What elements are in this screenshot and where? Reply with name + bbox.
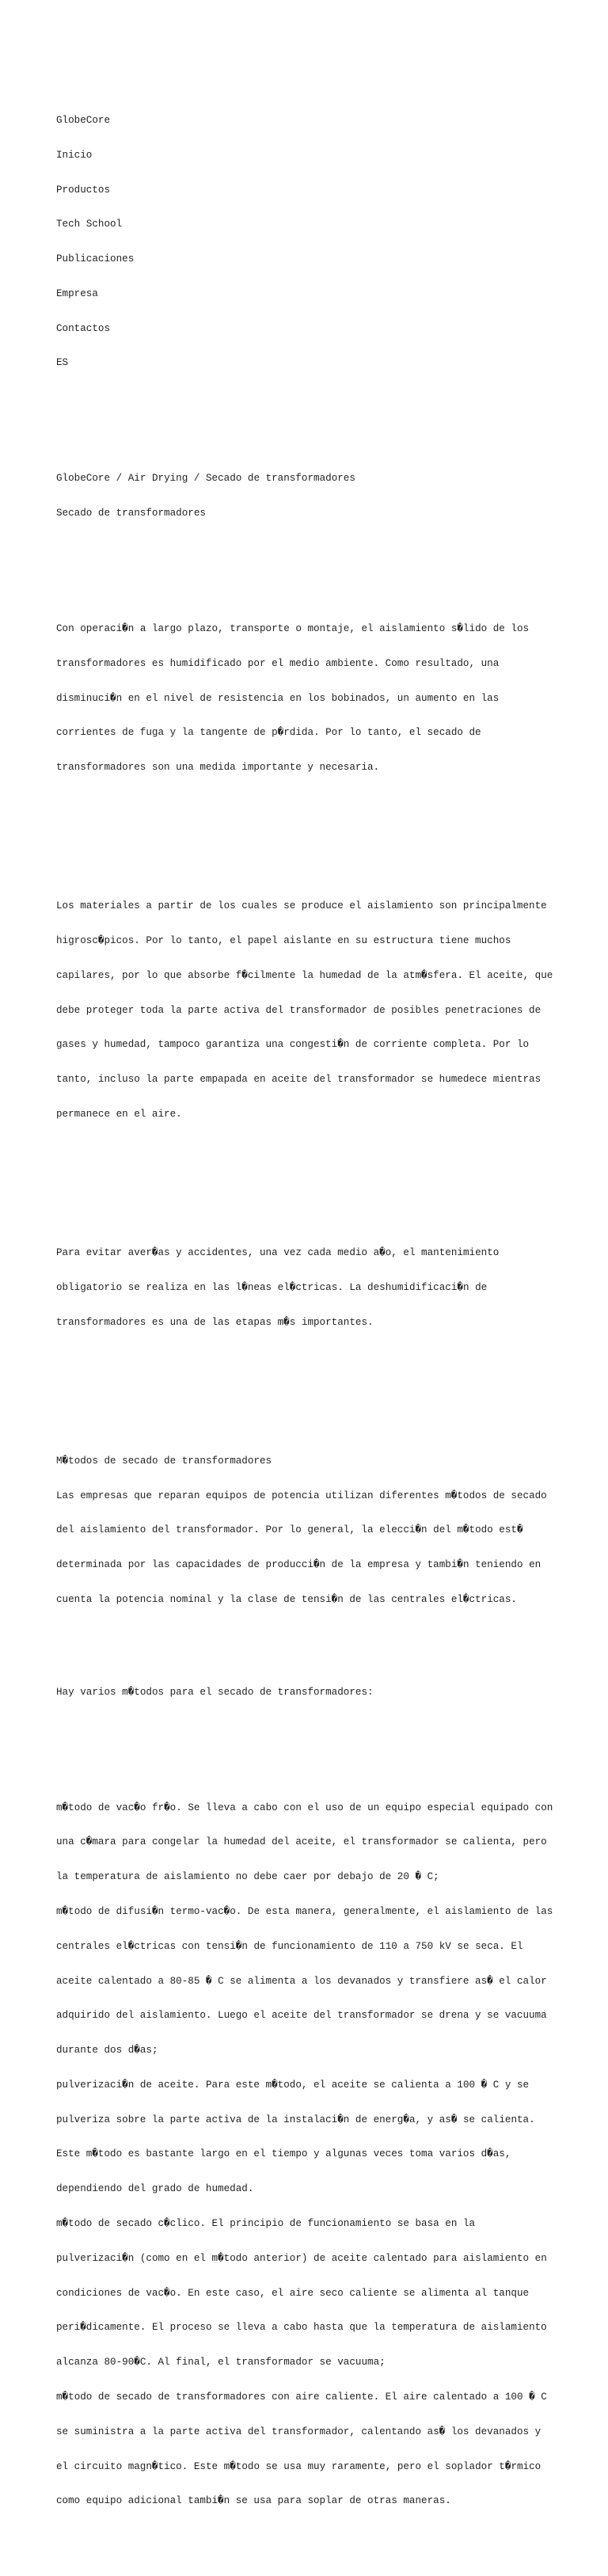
paragraph-intro bbox=[56, 600, 563, 797]
method-line: adquirido del aislamiento. Luego el aceite del transformador se drena y se vacuuma bbox=[56, 2010, 547, 2022]
nav-item-inicio[interactable]: Inicio bbox=[56, 149, 93, 161]
paragraph-line: permanece en el aire. bbox=[56, 1109, 182, 1121]
method-line: peri�dicamente. El proceso se lleva a cabo hasta que la temperatura de aislamiento bbox=[56, 2322, 547, 2334]
spacer bbox=[56, 1178, 563, 1190]
nav-item-publicaciones[interactable]: Publicaciones bbox=[56, 253, 135, 265]
page-title: Secado de transformadores bbox=[56, 508, 206, 519]
breadcrumb-separator: / bbox=[188, 473, 206, 485]
method-line: aceite calentado a 80-85 � C se alimenta a los devanados y transfiere as� el calor bbox=[56, 1975, 547, 1987]
nav-item-contactos[interactable]: Contactos bbox=[56, 322, 111, 334]
paragraph-line: Para evitar aver�as y accidentes, una vez cada medio a�o, el mantenimiento bbox=[56, 1247, 500, 1259]
site-navigation bbox=[56, 92, 563, 392]
method-line: dependiendo del grado de humedad. bbox=[56, 2183, 254, 2195]
method-line: centrales el�ctricas con tensi�n de funcionamiento de 110 a 750 kV se seca. El bbox=[56, 1940, 523, 1952]
paragraph-line: Los materiales a partir de los cuales se produce el aislamiento son principalmente bbox=[56, 900, 547, 912]
paragraph-line: transformadores es humidificado por el medio ambiente. Como resultado, una bbox=[56, 657, 500, 669]
paragraph-materials bbox=[56, 877, 563, 1143]
paragraph-line: cuenta la potencia nominal y la clase de tensi�n de las centrales el�ctricas. bbox=[56, 1593, 517, 1605]
paragraph-line: higrosc�picos. Por lo tanto, el papel aislante en su estructura tiene muchos bbox=[56, 935, 511, 947]
breadcrumb bbox=[56, 473, 563, 485]
paragraph-line: Las empresas que reparan equipos de potencia utilizan diferentes m�todos de secado bbox=[56, 1490, 547, 1501]
breadcrumb-item-current: Secado de transformadores bbox=[205, 473, 355, 485]
paragraph-line: obligatorio se realiza en las l�neas el�ctricas. La deshumidificaci�n de bbox=[56, 1281, 488, 1293]
method-line: alcanza 80-90�C. Al final, el transformador se vacuuma; bbox=[56, 2357, 386, 2369]
method-line: m�todo de secado de transformadores con aire caliente. El aire calentado a 100 � C bbox=[56, 2391, 547, 2403]
nav-item-language[interactable]: ES bbox=[56, 357, 69, 369]
document-page bbox=[56, 57, 563, 2576]
spacer bbox=[56, 554, 563, 566]
paragraph-line: transformadores son una medida importante y necesaria. bbox=[56, 762, 380, 774]
paragraph-line: tanto, incluso la parte empapada en aceite del transformador se humedece mientras bbox=[56, 1074, 542, 1086]
spacer bbox=[56, 831, 563, 843]
methods-list bbox=[56, 1779, 563, 2530]
breadcrumb-separator: / bbox=[110, 473, 128, 485]
method-line: Este m�todo es bastante largo en el tiempo y algunas veces toma varios d�as, bbox=[56, 2148, 511, 2160]
method-line: m�todo de difusi�n termo-vac�o. De esta manera, generalmente, el aislamiento de las bbox=[56, 1906, 553, 1917]
paragraph-line: disminuci�n en el nivel de resistencia en los bobinados, un aumento en las bbox=[56, 692, 500, 704]
nav-item-tech-school[interactable]: Tech School bbox=[56, 219, 123, 230]
method-line: pulveriza sobre la parte activa de la instalaci�n de energ�a, y as� se calienta. bbox=[56, 2114, 535, 2125]
nav-item-productos[interactable]: Productos bbox=[56, 184, 111, 196]
spacer bbox=[56, 1386, 563, 1398]
section-heading: M�todos de secado de transformadores bbox=[56, 1455, 272, 1467]
paragraph-line: del aislamiento del transformador. Por lo general, la elecci�n del m�todo est� bbox=[56, 1524, 523, 1536]
method-line: se suministra a la parte activa del transformador, calentando as� los devanados y bbox=[56, 2426, 542, 2437]
spacer bbox=[56, 1640, 563, 1652]
method-line: una c�mara para congelar la humedad del aceite, el transformador se calienta, pero bbox=[56, 1836, 547, 1848]
method-line: el circuito magn�tico. Este m�todo se usa muy raramente, pero el soplador t�rmico bbox=[56, 2460, 542, 2472]
paragraph-line: corrientes de fuga y la tangente de p�rdida. Por lo tanto, el secado de bbox=[56, 727, 481, 739]
method-line: la temperatura de aislamiento no debe caer por debajo de 20 � C; bbox=[56, 1871, 439, 1883]
nav-item-globecore[interactable]: GlobeCore bbox=[56, 114, 111, 126]
paragraph-line: gases y humedad, tampoco garantiza una congesti�n de corriente completa. Por lo bbox=[56, 1039, 530, 1051]
method-line: durante dos d�as; bbox=[56, 2045, 158, 2057]
breadcrumb-item-home[interactable]: GlobeCore bbox=[56, 473, 111, 485]
method-line: como equipo adicional tambi�n se usa para soplar de otras maneras. bbox=[56, 2495, 451, 2507]
paragraph-line: determinada por las capacidades de producci�n de la empresa y tambi�n teniendo en bbox=[56, 1559, 542, 1571]
spacer bbox=[56, 1733, 563, 1745]
methods-section bbox=[56, 1433, 563, 2554]
method-line: condiciones de vac�o. En este caso, el aire seco caliente se alimenta al tanque bbox=[56, 2287, 530, 2299]
method-line: m�todo de secado c�clico. El principio de funcionamiento se basa en la bbox=[56, 2218, 476, 2230]
paragraph-line: debe proteger toda la parte activa del transformador de posibles penetraciones de bbox=[56, 1004, 542, 1016]
breadcrumb-item-category[interactable]: Air Drying bbox=[127, 473, 188, 485]
method-line: m�todo de vac�o fr�o. Se lleva a cabo con el uso de un equipo especial equipado con bbox=[56, 1802, 553, 1813]
nav-item-empresa[interactable]: Empresa bbox=[56, 287, 98, 299]
paragraph-line: transformadores es una de las etapas m�s importantes. bbox=[56, 1316, 374, 1328]
paragraph-line: capilares, por lo que absorbe f�cilmente la humedad de la atm�sfera. El aceite, que bbox=[56, 969, 553, 981]
paragraph-line: Con operaci�n a largo plazo, transporte o montaje, el aislamiento s�lido de los bbox=[56, 623, 530, 635]
method-line: pulverizaci�n (como en el m�todo anterior) de aceite calentado para aislamiento en bbox=[56, 2252, 547, 2264]
method-line: pulverizaci�n de aceite. Para este m�todo, el aceite se calienta a 100 � C y se bbox=[56, 2079, 530, 2091]
paragraph-maintenance bbox=[56, 1224, 563, 1352]
methods-lead: Hay varios m�todos para el secado de transformadores: bbox=[56, 1686, 374, 1698]
spacer bbox=[56, 427, 563, 439]
